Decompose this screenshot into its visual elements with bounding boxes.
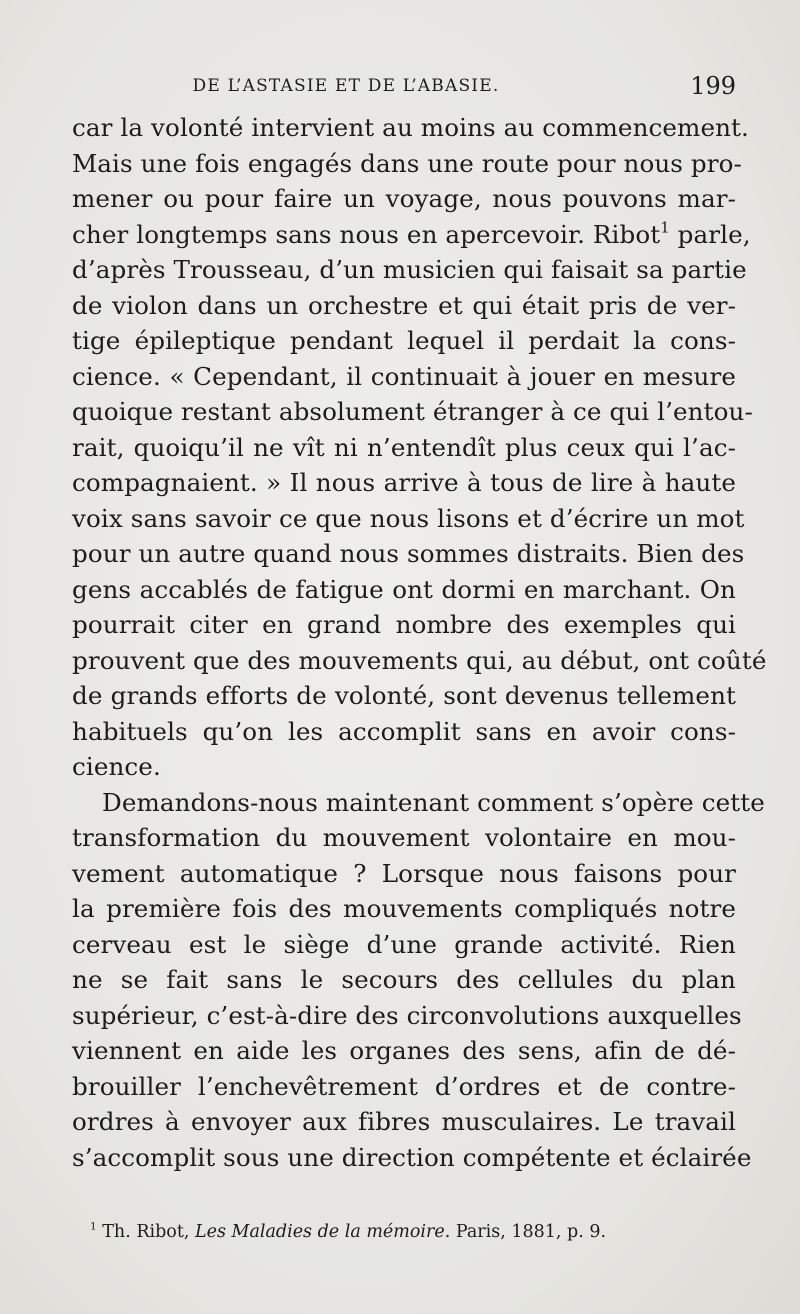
text-line: brouiller l’enchevêtrement d’ordres et de contre- xyxy=(72,1071,736,1101)
text-line: ne se fait sans le secours des cellules du plan xyxy=(72,965,736,994)
text-line-with-footnote-ref xyxy=(72,217,751,253)
text-line: compagnaient. » Il nous arrive à tous de lire à haute xyxy=(72,468,736,497)
paragraph-start-line: Demandons-nous maintenant comment s’opère cette xyxy=(102,787,765,817)
text-line: de violon dans un orchestre et qui était pris de ver- xyxy=(72,290,736,320)
footnote-marker: 1 xyxy=(90,1220,97,1233)
text-line: d’après Trousseau, d’un musicien qui faisait sa partie xyxy=(72,255,747,284)
text-line: habituels qu’on les accomplit sans en avoir cons- xyxy=(72,716,736,746)
text-line: Mais une fois engagés dans une route pour nous pro- xyxy=(72,148,742,178)
text-line: gens accablés de fatigue ont dormi en marchant. On xyxy=(72,574,736,604)
text-line: cience. xyxy=(72,752,161,781)
text-line: mener ou pour faire un voyage, nous pouvons mar- xyxy=(72,184,736,213)
page-number: 199 xyxy=(690,72,736,100)
text-line: transformation du mouvement volontaire en mou- xyxy=(72,823,736,852)
page-header xyxy=(70,66,736,106)
text-line-start: cher longtemps sans nous en apercevoir. Ribot xyxy=(72,219,661,249)
footnote-book-title: Les Maladies de la mémoire xyxy=(195,1222,445,1242)
running-head: DE L’ASTASIE ET DE L’ABASIE. xyxy=(192,76,500,96)
text-line: de grands efforts de volonté, sont devenus tellement xyxy=(72,681,736,710)
footnote xyxy=(90,1222,606,1242)
text-line: car la volonté intervient au moins au commencement. xyxy=(72,113,749,142)
text-line: pour un autre quand nous sommes distraits. Bien des xyxy=(72,539,745,568)
footnote-citation: . Paris, 1881, p. 9. xyxy=(444,1222,607,1242)
text-line: cience. « Cependant, il continuait à jouer en mesure xyxy=(72,361,736,391)
text-line: vement automatique ? Lorsque nous faisons pour xyxy=(72,858,736,888)
text-line: ordres à envoyer aux fibres musculaires. Le travail xyxy=(72,1107,736,1136)
text-line: tige épileptique pendant lequel il perdait la cons- xyxy=(72,326,736,355)
text-line: s’accomplit sous une direction compétente et éclairée xyxy=(72,1142,752,1172)
footnote-reference: 1 xyxy=(660,219,670,237)
body-text xyxy=(72,110,767,1175)
text-line-end: parle, xyxy=(669,219,751,249)
text-line: prouvent que des mouvements qui, au début, ont coûté xyxy=(72,645,767,675)
text-line: cerveau est le siège d’une grande activité. Rien xyxy=(72,929,736,959)
text-line: rait, quoiqu’il ne vît ni n’entendît plus ceux qui l’ac- xyxy=(72,432,736,462)
text-line: quoique restant absolument étranger à ce qui l’entou- xyxy=(72,397,753,426)
text-line: voix sans savoir ce que nous lisons et d’écrire un mot xyxy=(72,503,745,533)
text-line: viennent en aide les organes des sens, afin de dé- xyxy=(72,1036,736,1065)
text-line: pourrait citer en grand nombre des exemples qui xyxy=(72,610,736,639)
text-line: la première fois des mouvements compliqués notre xyxy=(72,894,736,923)
text-line: supérieur, c’est-à-dire des circonvolutions auxquelles xyxy=(72,1000,742,1030)
footnote-author: Th. Ribot, xyxy=(96,1222,195,1242)
